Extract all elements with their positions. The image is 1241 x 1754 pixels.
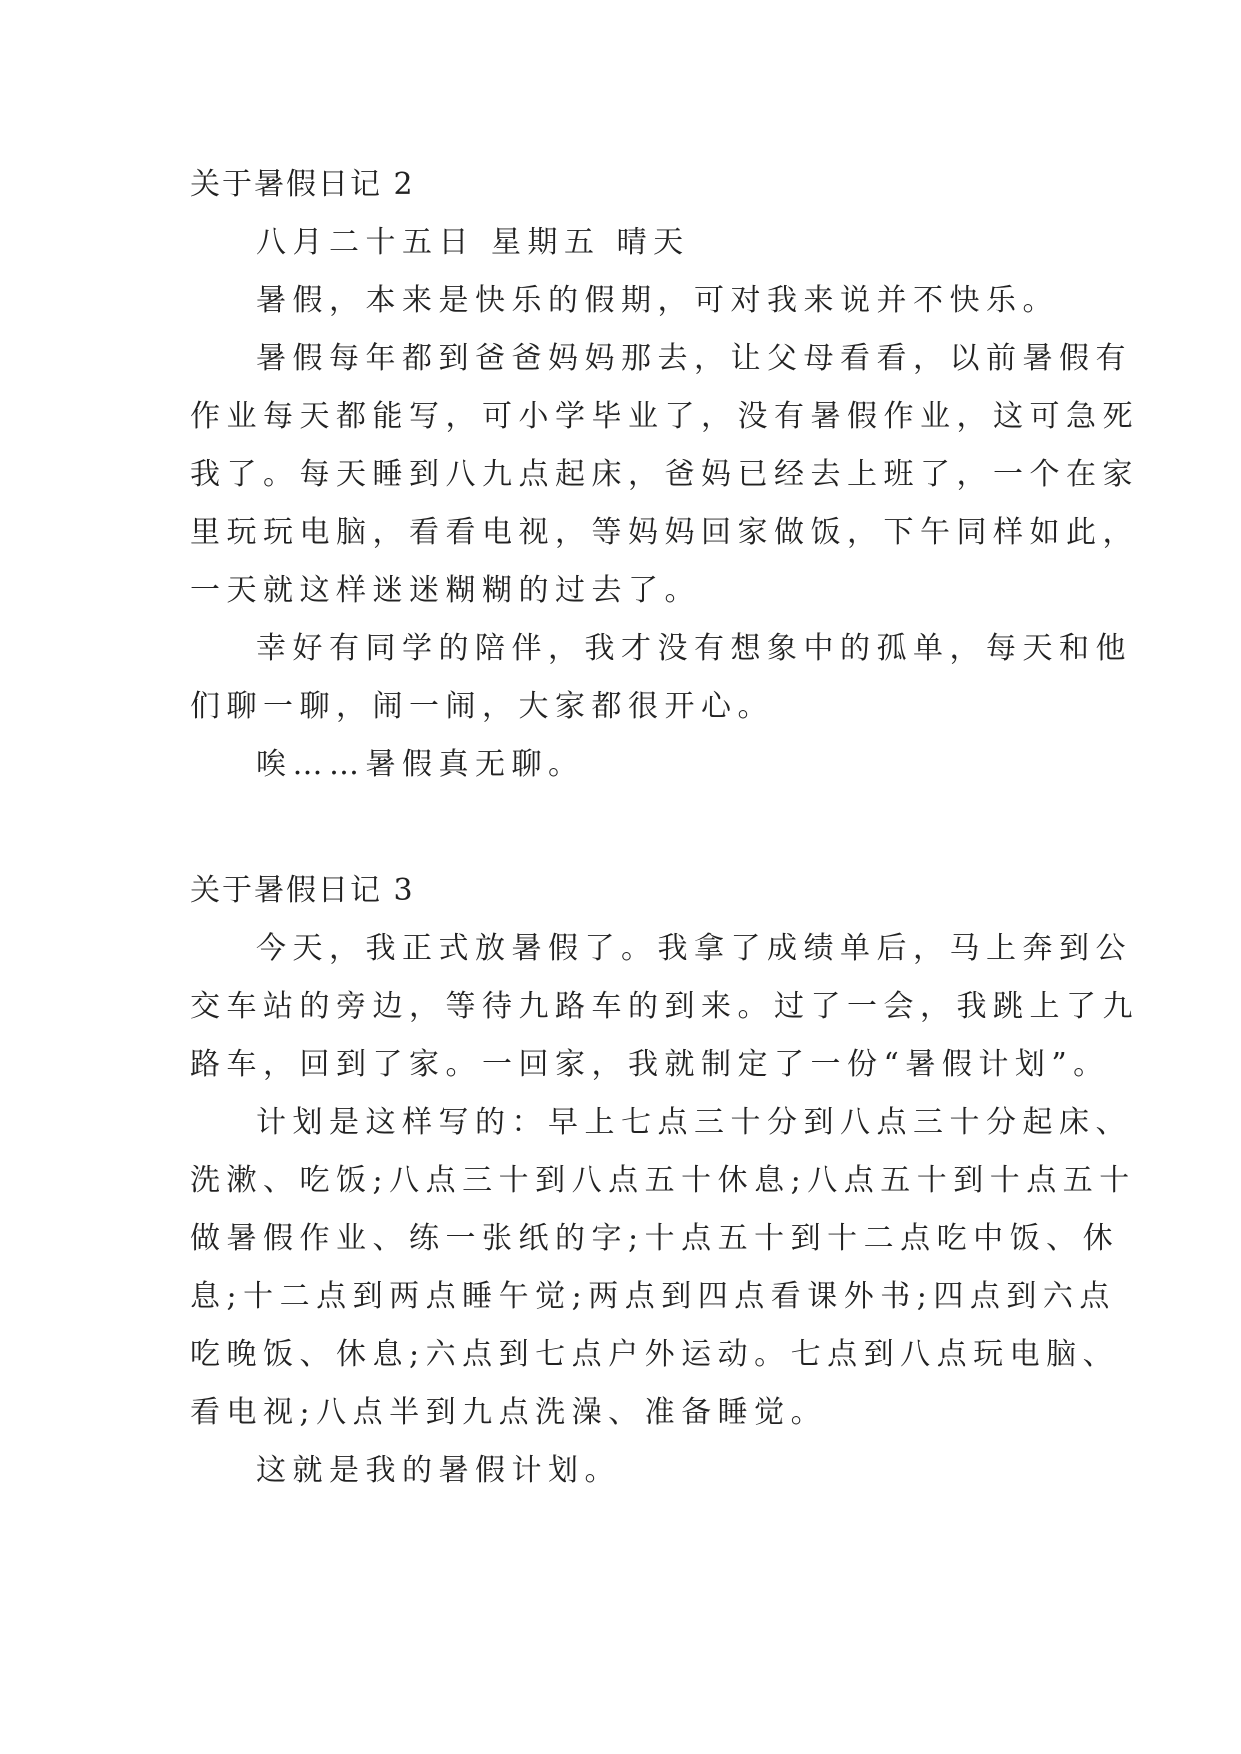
diary-2-paragraph-2-line-5: 一天就这样迷迷糊糊的过去了。 xyxy=(190,573,701,608)
diary-2-paragraph-2-line-3: 我了。每天睡到八九点起床，爸妈已经去上班了，一个在家 xyxy=(190,457,1139,492)
diary-2-paragraph-4: 唉……暑假真无聊。 xyxy=(256,747,585,782)
diary-3-paragraph-2-line-1: 计划是这样写的：早上七点三十分到八点三十分起床、 xyxy=(256,1105,1132,1140)
diary-2-paragraph-2-line-4: 里玩玩电脑，看看电视，等妈妈回家做饭，下午同样如此， xyxy=(190,515,1139,550)
diary-3-paragraph-2-line-2: 洗漱、吃饭;八点三十到八点五十休息;八点五十到十点五十 xyxy=(190,1163,1136,1198)
diary-3-title: 关于暑假日记 3 xyxy=(190,873,415,908)
diary-3-paragraph-2-line-5: 吃晚饭、休息;六点到七点户外运动。七点到八点玩电脑、 xyxy=(190,1337,1120,1372)
diary-3-paragraph-2-line-6: 看电视;八点半到九点洗澡、准备睡觉。 xyxy=(190,1395,828,1430)
diary-2-paragraph-1: 暑假，本来是快乐的假期，可对我来说并不快乐。 xyxy=(256,283,1059,318)
diary-2-paragraph-2-line-2: 作业每天都能写，可小学毕业了，没有暑假作业，这可急死 xyxy=(190,399,1139,434)
diary-2-title: 关于暑假日记 2 xyxy=(190,167,415,202)
diary-3-paragraph-1-line-3: 路车，回到了家。一回家，我就制定了一份“暑假计划”。 xyxy=(190,1047,1110,1082)
diary-3-paragraph-2-line-4: 息;十二点到两点睡午觉;两点到四点看课外书;四点到六点 xyxy=(190,1279,1116,1314)
diary-2-paragraph-3-line-1: 幸好有同学的陪伴，我才没有想象中的孤单，每天和他 xyxy=(256,631,1132,666)
section-gap xyxy=(190,794,1050,862)
diary-2-paragraph-2-line-1: 暑假每年都到爸爸妈妈那去，让父母看看，以前暑假有 xyxy=(256,341,1132,376)
diary-2-date-line: 八月二十五日 星期五 晴天 xyxy=(256,225,690,260)
diary-3-paragraph-2-line-3: 做暑假作业、练一张纸的字;十点五十到十二点吃中饭、休 xyxy=(190,1221,1120,1256)
diary-3-paragraph-1-line-2: 交车站的旁边，等待九路车的到来。过了一会，我跳上了九 xyxy=(190,989,1139,1024)
diary-2-paragraph-3-line-2: 们聊一聊，闹一闹，大家都很开心。 xyxy=(190,689,774,724)
diary-3-paragraph-3: 这就是我的暑假计划。 xyxy=(256,1453,621,1488)
diary-3-paragraph-1-line-1: 今天，我正式放暑假了。我拿了成绩单后，马上奔到公 xyxy=(256,931,1132,966)
document-body xyxy=(190,156,1139,1500)
